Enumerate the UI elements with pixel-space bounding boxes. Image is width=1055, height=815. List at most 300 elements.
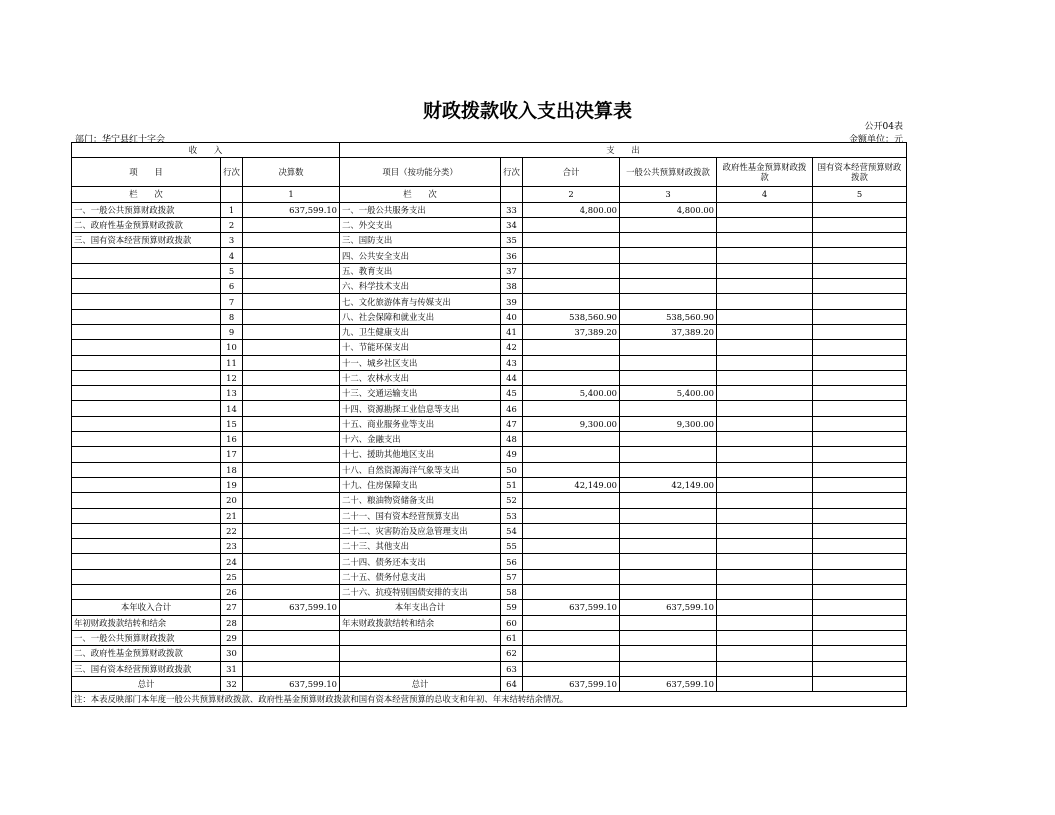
expense-gov-fund (717, 416, 813, 431)
income-amount (243, 217, 340, 232)
expense-row-no: 55 (501, 539, 523, 554)
expense-state-capital (813, 401, 907, 416)
expense-item: 二十四、债务还本支出 (340, 554, 501, 569)
expense-general-budget: 9,300.00 (620, 416, 717, 431)
income-amount (243, 508, 340, 523)
expense-row-no: 59 (501, 600, 523, 615)
income-row-no: 9 (221, 324, 243, 339)
expense-state-capital (813, 646, 907, 661)
expense-total: 538,560.90 (523, 309, 620, 324)
income-row-no: 20 (221, 493, 243, 508)
income-row-no: 30 (221, 646, 243, 661)
table-row (72, 523, 907, 538)
expense-total (523, 508, 620, 523)
income-item: 一、一般公共预算财政拨款 (72, 202, 221, 217)
table-row (72, 248, 907, 263)
income-amount (243, 523, 340, 538)
expense-item: 十一、城乡社区支出 (340, 355, 501, 370)
income-row-no: 2 (221, 217, 243, 232)
expense-general-budget: 4,800.00 (620, 202, 717, 217)
expense-gov-fund (717, 294, 813, 309)
income-amount (243, 539, 340, 554)
expense-total (523, 661, 620, 676)
expense-row-no: 51 (501, 477, 523, 492)
income-amount (243, 416, 340, 431)
table-row (72, 416, 907, 431)
expense-total (523, 554, 620, 569)
expense-general-budget: 538,560.90 (620, 309, 717, 324)
expense-total (523, 263, 620, 278)
expense-general-budget (620, 554, 717, 569)
expense-state-capital (813, 554, 907, 569)
expense-gov-fund (717, 630, 813, 645)
expense-item: 十二、农林水支出 (340, 370, 501, 385)
expense-state-capital (813, 462, 907, 477)
expense-general-budget (620, 539, 717, 554)
expense-total (523, 462, 620, 477)
income-row-no: 7 (221, 294, 243, 309)
expense-state-capital (813, 370, 907, 385)
income-item: 二、政府性基金预算财政拨款 (72, 217, 221, 232)
expense-total: 9,300.00 (523, 416, 620, 431)
income-row-no: 1 (221, 202, 243, 217)
expense-total (523, 355, 620, 370)
expense-group-header: 支 出 (340, 143, 907, 158)
income-item (72, 477, 221, 492)
income-item (72, 432, 221, 447)
expense-general-budget (620, 462, 717, 477)
table-row (72, 432, 907, 447)
expense-general-budget (620, 233, 717, 248)
expense-total (523, 370, 620, 385)
col-label-expense: 栏 次 (340, 187, 501, 202)
expense-gov-fund (717, 539, 813, 554)
expense-total: 5,400.00 (523, 386, 620, 401)
expense-total (523, 523, 620, 538)
income-item (72, 386, 221, 401)
expense-total (523, 340, 620, 355)
income-row-no: 22 (221, 523, 243, 538)
income-amount (243, 615, 340, 630)
expense-row-no: 47 (501, 416, 523, 431)
income-amount (243, 309, 340, 324)
expense-general-budget (620, 248, 717, 263)
expense-total (523, 615, 620, 630)
expense-row-no: 45 (501, 386, 523, 401)
expense-general-budget (620, 630, 717, 645)
income-row-no: 18 (221, 462, 243, 477)
document-number: 公开04表 (864, 122, 903, 132)
expense-state-capital (813, 508, 907, 523)
expense-row-no: 37 (501, 263, 523, 278)
income-item (72, 493, 221, 508)
expense-state-capital (813, 263, 907, 278)
income-row-no: 17 (221, 447, 243, 462)
income-row-no: 26 (221, 585, 243, 600)
expense-general-budget (620, 569, 717, 584)
expense-state-capital (813, 493, 907, 508)
expense-gov-fund (717, 340, 813, 355)
col-state-capital-header: 国有资本经营预算财政拨款 (813, 158, 907, 187)
expense-total (523, 630, 620, 645)
expense-row-no: 60 (501, 615, 523, 630)
income-group-header: 收 入 (72, 143, 340, 158)
table-row (72, 355, 907, 370)
income-amount (243, 324, 340, 339)
expense-item: 十九、住房保障支出 (340, 477, 501, 492)
expense-item: 二十五、债务付息支出 (340, 569, 501, 584)
expense-total (523, 279, 620, 294)
expense-state-capital (813, 217, 907, 232)
expense-row-no: 52 (501, 493, 523, 508)
expense-row-no: 34 (501, 217, 523, 232)
expense-item: 九、卫生健康支出 (340, 324, 501, 339)
expense-total (523, 585, 620, 600)
income-row-no: 3 (221, 233, 243, 248)
income-item (72, 248, 221, 263)
income-item (72, 294, 221, 309)
income-row-no: 29 (221, 630, 243, 645)
expense-item (340, 661, 501, 676)
expense-item: 七、文化旅游体育与传媒支出 (340, 294, 501, 309)
expense-row-no: 61 (501, 630, 523, 645)
income-item (72, 401, 221, 416)
expense-total (523, 233, 620, 248)
income-row-no: 31 (221, 661, 243, 676)
table-row (72, 279, 907, 294)
col-rowno-header: 行次 (221, 158, 243, 187)
expense-state-capital (813, 447, 907, 462)
income-row-no: 28 (221, 615, 243, 630)
expense-gov-fund (717, 477, 813, 492)
expense-row-no: 64 (501, 676, 523, 691)
income-item (72, 554, 221, 569)
income-row-no: 32 (221, 676, 243, 691)
expense-gov-fund (717, 279, 813, 294)
income-amount: 637,599.10 (243, 600, 340, 615)
expense-item: 二十一、国有资本经营预算支出 (340, 508, 501, 523)
col-total-header: 合计 (523, 158, 620, 187)
expense-general-budget (620, 646, 717, 661)
expense-row-no: 42 (501, 340, 523, 355)
expense-item: 十六、金融支出 (340, 432, 501, 447)
expense-row-no: 43 (501, 355, 523, 370)
expense-general-budget (620, 508, 717, 523)
table-row (72, 324, 907, 339)
expense-general-budget (620, 401, 717, 416)
expense-gov-fund (717, 447, 813, 462)
expense-state-capital (813, 248, 907, 263)
income-item: 本年收入合计 (72, 600, 221, 615)
table-row (72, 217, 907, 232)
expense-state-capital (813, 661, 907, 676)
expense-row-no: 46 (501, 401, 523, 416)
expense-row-no: 63 (501, 661, 523, 676)
income-row-no: 14 (221, 401, 243, 416)
col-index-2: 2 (523, 187, 620, 202)
table-row (72, 508, 907, 523)
expense-general-budget (620, 370, 717, 385)
expense-item: 十八、自然资源海洋气象等支出 (340, 462, 501, 477)
income-amount: 637,599.10 (243, 202, 340, 217)
income-amount (243, 462, 340, 477)
expense-total (523, 217, 620, 232)
income-item (72, 508, 221, 523)
income-row-no: 27 (221, 600, 243, 615)
expense-state-capital (813, 630, 907, 645)
expense-state-capital (813, 386, 907, 401)
expense-item: 三、国防支出 (340, 233, 501, 248)
income-amount (243, 279, 340, 294)
expense-item: 八、社会保障和就业支出 (340, 309, 501, 324)
expense-row-no: 41 (501, 324, 523, 339)
income-amount (243, 554, 340, 569)
income-item (72, 279, 221, 294)
expense-row-no: 40 (501, 309, 523, 324)
table-row (72, 294, 907, 309)
expense-item: 本年支出合计 (340, 600, 501, 615)
expense-row-no: 36 (501, 248, 523, 263)
expense-total (523, 539, 620, 554)
expense-row-no: 48 (501, 432, 523, 447)
income-item (72, 370, 221, 385)
col-exp-item-header: 项目（按功能分类） (340, 158, 501, 187)
income-amount (243, 355, 340, 370)
expense-general-budget (620, 615, 717, 630)
expense-general-budget (620, 493, 717, 508)
expense-item: 一、一般公共服务支出 (340, 202, 501, 217)
income-amount (243, 340, 340, 355)
income-row-no: 16 (221, 432, 243, 447)
expense-item: 四、公共安全支出 (340, 248, 501, 263)
table-row (72, 554, 907, 569)
expense-total (523, 569, 620, 584)
income-amount (243, 370, 340, 385)
expense-general-budget (620, 340, 717, 355)
expense-state-capital (813, 600, 907, 615)
income-amount (243, 233, 340, 248)
expense-general-budget (620, 447, 717, 462)
expense-state-capital (813, 676, 907, 691)
col-item-header: 项 目 (72, 158, 221, 187)
expense-gov-fund (717, 401, 813, 416)
expense-gov-fund (717, 676, 813, 691)
income-row-no: 25 (221, 569, 243, 584)
col-index-1: 1 (243, 187, 340, 202)
income-amount (243, 630, 340, 645)
expense-general-budget: 5,400.00 (620, 386, 717, 401)
expense-gov-fund (717, 600, 813, 615)
col-gov-fund-header: 政府性基金预算财政拨款 (717, 158, 813, 187)
table-row (72, 630, 907, 645)
expense-item: 二、外交支出 (340, 217, 501, 232)
income-amount (243, 386, 340, 401)
expense-total (523, 493, 620, 508)
expense-general-budget (620, 279, 717, 294)
expense-gov-fund (717, 523, 813, 538)
expense-gov-fund (717, 508, 813, 523)
income-item (72, 355, 221, 370)
expense-item: 总计 (340, 676, 501, 691)
income-amount (243, 493, 340, 508)
income-item (72, 539, 221, 554)
income-item: 年初财政拨款结转和结余 (72, 615, 221, 630)
expense-general-budget (620, 294, 717, 309)
table-row (72, 676, 907, 691)
col-final-amount-header: 决算数 (243, 158, 340, 187)
expense-item (340, 630, 501, 645)
income-item (72, 263, 221, 278)
expense-row-no: 58 (501, 585, 523, 600)
column-index-row (72, 187, 907, 202)
expense-item: 二十二、灾害防治及应急管理支出 (340, 523, 501, 538)
expense-general-budget (620, 263, 717, 278)
amount-unit-label: 金额单位：元 (848, 135, 903, 145)
expense-total (523, 432, 620, 447)
expense-state-capital (813, 279, 907, 294)
expense-row-no: 49 (501, 447, 523, 462)
expense-item: 年末财政拨款结转和结余 (340, 615, 501, 630)
expense-row-no: 57 (501, 569, 523, 584)
expense-state-capital (813, 233, 907, 248)
income-row-no: 13 (221, 386, 243, 401)
table-row (72, 493, 907, 508)
income-amount: 637,599.10 (243, 676, 340, 691)
income-item (72, 309, 221, 324)
expense-total: 637,599.10 (523, 676, 620, 691)
expense-gov-fund (717, 493, 813, 508)
expense-gov-fund (717, 462, 813, 477)
table-row (72, 202, 907, 217)
table-row (72, 370, 907, 385)
expense-state-capital (813, 523, 907, 538)
expense-item: 二十六、抗疫特别国债安排的支出 (340, 585, 501, 600)
income-amount (243, 585, 340, 600)
table-note: 注：本表反映部门本年度一般公共预算财政拨款、政府性基金预算财政拨款和国有资本经营预算的总收支和年初、年末结转结余情况。 (72, 692, 907, 707)
table-row (72, 401, 907, 416)
table-row (72, 447, 907, 462)
expense-item: 六、科学技术支出 (340, 279, 501, 294)
income-item: 三、国有资本经营预算财政拨款 (72, 661, 221, 676)
expense-gov-fund (717, 370, 813, 385)
income-row-no: 23 (221, 539, 243, 554)
expense-state-capital (813, 585, 907, 600)
table-row (72, 569, 907, 584)
table-row (72, 340, 907, 355)
expense-total: 37,389.20 (523, 324, 620, 339)
income-row-no: 5 (221, 263, 243, 278)
expense-item: 二十三、其他支出 (340, 539, 501, 554)
expense-gov-fund (717, 309, 813, 324)
expense-gov-fund (717, 585, 813, 600)
expense-gov-fund (717, 432, 813, 447)
table-row (72, 615, 907, 630)
expense-gov-fund (717, 386, 813, 401)
income-row-no: 6 (221, 279, 243, 294)
expense-general-budget (620, 585, 717, 600)
income-amount (243, 447, 340, 462)
col-label-income: 栏 次 (72, 187, 221, 202)
expense-general-budget (620, 217, 717, 232)
col-index-3: 3 (620, 187, 717, 202)
expense-gov-fund (717, 646, 813, 661)
expense-item: 十四、资源勘探工业信息等支出 (340, 401, 501, 416)
table-row (72, 263, 907, 278)
table-row (72, 386, 907, 401)
expense-gov-fund (717, 202, 813, 217)
table-row (72, 233, 907, 248)
income-row-no: 12 (221, 370, 243, 385)
expense-row-no: 62 (501, 646, 523, 661)
income-amount (243, 294, 340, 309)
table-row (72, 600, 907, 615)
expense-row-no: 56 (501, 554, 523, 569)
income-item (72, 447, 221, 462)
expense-state-capital (813, 432, 907, 447)
income-row-no: 15 (221, 416, 243, 431)
expense-state-capital (813, 309, 907, 324)
expense-general-budget: 42,149.00 (620, 477, 717, 492)
column-header-row (72, 158, 907, 187)
income-amount (243, 646, 340, 661)
income-item (72, 523, 221, 538)
note-row (72, 692, 907, 707)
income-amount (243, 569, 340, 584)
expense-gov-fund (717, 569, 813, 584)
expense-general-budget: 37,389.20 (620, 324, 717, 339)
income-item (72, 416, 221, 431)
expense-total: 637,599.10 (523, 600, 620, 615)
expense-general-budget (620, 523, 717, 538)
expense-total: 4,800.00 (523, 202, 620, 217)
income-row-no: 11 (221, 355, 243, 370)
expense-state-capital (813, 416, 907, 431)
expense-gov-fund (717, 324, 813, 339)
expense-row-no: 33 (501, 202, 523, 217)
expense-state-capital (813, 569, 907, 584)
finance-table (71, 142, 907, 707)
expense-total (523, 248, 620, 263)
expense-gov-fund (717, 661, 813, 676)
expense-state-capital (813, 324, 907, 339)
income-row-no: 21 (221, 508, 243, 523)
expense-state-capital (813, 539, 907, 554)
income-item: 三、国有资本经营预算财政拨款 (72, 233, 221, 248)
expense-gov-fund (717, 248, 813, 263)
expense-row-no: 50 (501, 462, 523, 477)
expense-row-no: 54 (501, 523, 523, 538)
expense-total (523, 401, 620, 416)
expense-item: 十、节能环保支出 (340, 340, 501, 355)
expense-general-budget: 637,599.10 (620, 600, 717, 615)
table-row (72, 646, 907, 661)
expense-item: 十三、交通运输支出 (340, 386, 501, 401)
table-row (72, 585, 907, 600)
page-title: 财政拨款收入支出决算表 (422, 100, 632, 122)
expense-general-budget (620, 432, 717, 447)
expense-row-no: 44 (501, 370, 523, 385)
income-amount (243, 477, 340, 492)
expense-item: 五、教育支出 (340, 263, 501, 278)
table-row (72, 462, 907, 477)
expense-total (523, 294, 620, 309)
col-exp-rowno-header: 行次 (501, 158, 523, 187)
income-item: 总计 (72, 676, 221, 691)
income-amount (243, 401, 340, 416)
expense-state-capital (813, 355, 907, 370)
expense-state-capital (813, 202, 907, 217)
expense-item: 十五、商业服务业等支出 (340, 416, 501, 431)
